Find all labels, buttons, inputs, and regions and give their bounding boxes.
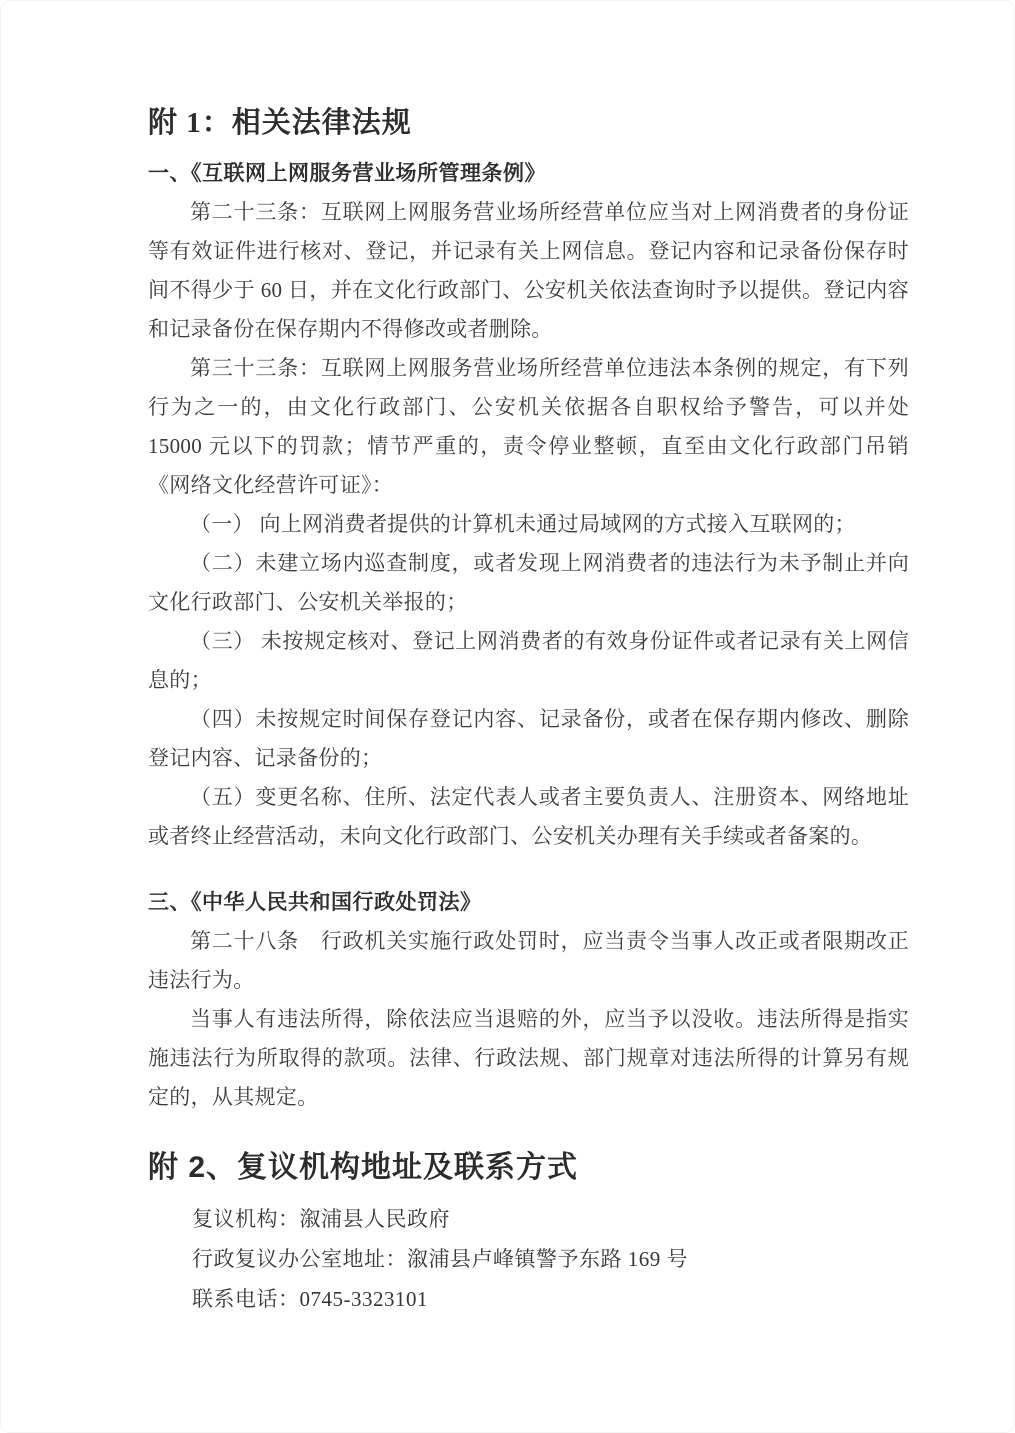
article-23-paragraph: 第二十三条：互联网上网服务营业场所经营单位应当对上网消费者的身份证等有效证件进行核对、登记，并记录有关上网信息。登记内容和记录备份保存时间不得少于 60 日，并在文化行政部门、公安机关依法查询时予以提供。登记内容和记录备份在保存期内不得修改或者删除。 — [148, 200, 909, 341]
section-heading-admin-penalty-law: 三、《中华人民共和国行政处罚法》 — [148, 890, 482, 914]
attachment1-title: 附 1：相关法律法规 — [148, 107, 412, 139]
article-33-item-5: （五）变更名称、住所、法定代表人或者主要负责人、注册资本、网络地址或者终止经营活动，未向文化行政部门、公安机关办理有关手续或者备案的。 — [148, 785, 909, 848]
article-33-item-3: （三） 未按规定核对、登记上网消费者的有效身份证件或者记录有关上网信息的； — [148, 629, 909, 692]
article-33-item-1: （一） 向上网消费者提供的计算机未通过局域网的方式接入互联网的； — [190, 512, 856, 536]
article-33-item-2: （二）未建立场内巡查制度，或者发现上网消费者的违法行为未予制止并向文化行政部门、公安机关举报的； — [148, 551, 909, 614]
article-33-item-4: （四）未按规定时间保存登记内容、记录备份，或者在保存期内修改、删除登记内容、记录备份的； — [148, 707, 909, 770]
article-33-paragraph: 第三十三条：互联网上网服务营业场所经营单位违法本条例的规定，有下列行为之一的，由文化行政部门、公安机关依据各自职权给予警告，可以并处 15000 元以下的罚款；情节严重的，责令停业整顿，直至由文化行政部门吊销《网络文化经营许可证》： — [148, 356, 909, 497]
contact-phone-line: 联系电话：0745-3323101 — [192, 1287, 428, 1311]
attachment2-title: 附 2、复议机构地址及联系方式 — [148, 1151, 579, 1184]
illegal-gains-paragraph: 当事人有违法所得，除依法应当退赔的外，应当予以没收。违法所得是指实施违法行为所取得的款项。法律、行政法规、部门规章对违法所得的计算另有规定的，从其规定。 — [148, 1007, 909, 1109]
section-heading-internet-regulation: 一、《互联网上网服务营业场所管理条例》 — [148, 161, 546, 185]
review-office-address-line: 行政复议办公室地址：溆浦县卢峰镇警予东路 169 号 — [192, 1247, 688, 1271]
article-28-paragraph: 第二十八条 行政机关实施行政处罚时，应当责令当事人改正或者限期改正违法行为。 — [148, 929, 909, 992]
review-organ-line: 复议机构：溆浦县人民政府 — [192, 1207, 450, 1231]
